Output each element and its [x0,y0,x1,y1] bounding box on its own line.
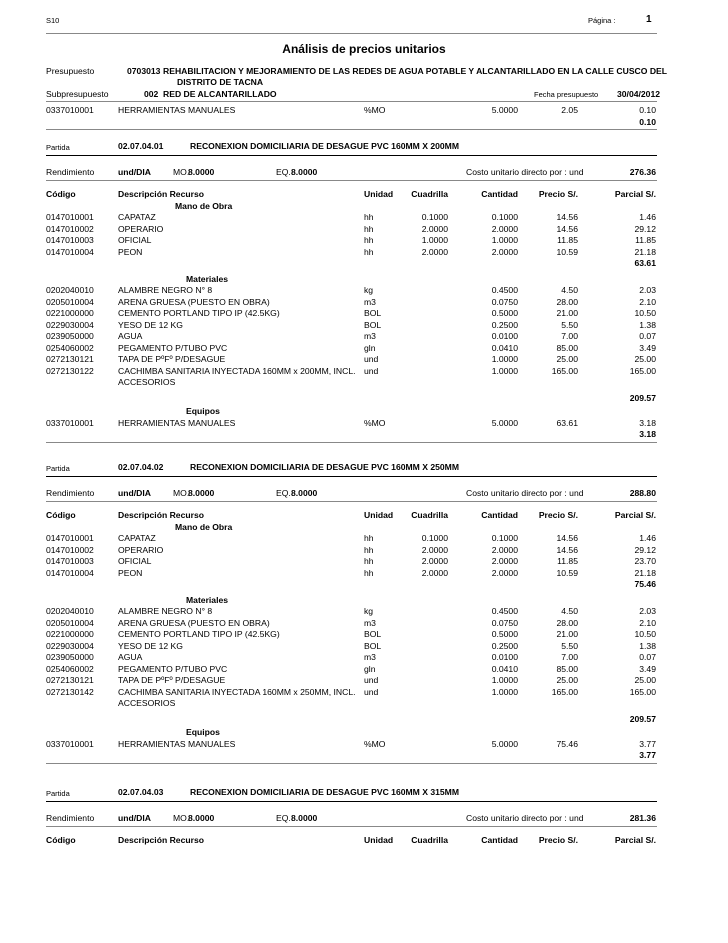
section-divider [46,442,657,443]
col-unidad: Unidad [364,835,394,845]
group-mano-obra: Mano de Obra [175,200,233,211]
resource-price: 14.56 [556,223,578,234]
resource-partial: 165.00 [629,365,656,376]
resource-price: 165.00 [551,365,578,376]
resource-unit: hh [364,533,374,543]
resource-unit: %MO [364,417,386,428]
col-descripcion: Descripción Recurso [118,189,204,199]
resource-partial: 2.03 [639,606,656,616]
partida-code: 02.07.04.01 [118,141,164,151]
resource-code: 0147010004 [46,567,94,578]
rendimiento-unit: und/DIA [118,167,151,177]
resource-unit: hh [364,223,374,234]
subpresupuesto-label: Subpresupuesto [46,89,109,99]
resource-partial: 10.50 [634,308,656,318]
partida-divider [46,155,657,156]
resource-desc: OFICIAL [118,556,152,566]
partida-label: Partida [46,143,70,152]
eq-label: EQ. [276,488,291,498]
mo-label: MO. [173,488,190,498]
resource-partial: 165.00 [629,686,656,697]
eq-label: EQ. [276,167,291,177]
resource-desc: OPERARIO [118,544,164,555]
resource-code: 0229030004 [46,319,94,330]
resource-unit: und [364,675,379,685]
resource-desc: CAPATAZ [118,533,156,543]
resource-code: 0147010004 [46,246,94,257]
resource-partial: 29.12 [634,223,656,234]
resource-partial: 3.18 [639,417,656,428]
resource-qty: 1.0000 [491,235,518,245]
resource-desc: AGUA [118,652,143,662]
resource-desc: TAPA DE PºFº P/DESAGUE [118,675,226,685]
resource-partial: 25.00 [634,675,656,685]
col-descripcion: Descripción Recurso [118,835,204,845]
resource-crew: 2.0000 [421,544,448,555]
col-precio: Precio S/. [538,835,578,845]
resource-desc: CEMENTO PORTLAND TIPO IP (42.5KG) [118,308,280,318]
resource-code: 0202040010 [46,606,94,616]
partida-divider [46,476,657,477]
resource-partial: 1.38 [639,640,656,651]
resource-code: 0147010001 [46,212,94,222]
resource-code: 0147010003 [46,556,94,566]
resource-crew: 2.0000 [421,223,448,234]
eq-label: EQ. [276,813,291,823]
rendimiento-label: Rendimiento [46,488,95,498]
col-parcial: Parcial S/. [614,835,656,845]
resource-code: 0221000000 [46,629,94,639]
subpresupuesto-code: 002 [144,89,159,99]
resource-unit: m3 [364,652,376,662]
group-mano-obra: Mano de Obra [175,521,233,532]
resource-crew: 2.0000 [421,556,448,566]
resource-partial: 1.46 [639,212,656,222]
resource-code: 0205010004 [46,617,94,628]
resource-crew: 0.1000 [421,533,448,543]
resource-qty: 0.0750 [491,296,518,307]
resource-unit: BOL [364,640,382,651]
resource-partial: 0.07 [639,331,656,341]
resource-price: 28.00 [556,296,578,307]
resource-unit: BOL [364,629,382,639]
resource-qty: 0.0750 [491,617,518,628]
resource-unit: hh [364,212,374,222]
resource-partial: 3.49 [639,342,656,353]
resource-price: 63.61 [556,417,578,428]
resource-code: 0229030004 [46,640,94,651]
carry-code: 0337010001 [46,105,94,115]
resource-unit: m3 [364,331,376,341]
resource-desc: ARENA GRUESA (PUESTO EN OBRA) [118,617,270,628]
resource-code: 0337010001 [46,738,94,749]
materials-total: 209.57 [629,392,656,403]
resource-qty: 2.0000 [491,223,518,234]
materials-total: 209.57 [629,713,656,724]
header-divider [46,33,657,34]
resource-desc: CEMENTO PORTLAND TIPO IP (42.5KG) [118,629,280,639]
resource-unit: gln [364,663,376,674]
resource-unit: hh [364,246,374,257]
resource-unit: hh [364,544,374,555]
resource-qty: 5.0000 [491,417,518,428]
resource-qty: 0.1000 [491,212,518,222]
carry-total: 0.10 [639,117,656,127]
col-codigo: Código [46,835,76,845]
resource-desc: AGUA [118,331,143,341]
costo-value: 276.36 [629,167,656,177]
resource-desc: ARENA GRUESA (PUESTO EN OBRA) [118,296,270,307]
resource-desc: CAPATAZ [118,212,156,222]
resource-unit: %MO [364,738,386,749]
resource-qty: 0.5000 [491,308,518,318]
partida-code: 02.07.04.03 [118,787,164,797]
resource-price: 21.00 [556,308,578,318]
col-cantidad: Cantidad [481,189,518,199]
presupuesto-desc-2: DISTRITO DE TACNA [177,77,264,87]
resource-unit: m3 [364,617,376,628]
resource-code: 0272130121 [46,354,94,364]
rendimiento-label: Rendimiento [46,167,95,177]
resource-partial: 2.10 [639,296,656,307]
group-equipos: Equipos [186,727,220,737]
resource-desc: CACHIMBA SANITARIA INYECTADA 160MM x 250MM, INCL. [118,686,356,697]
resource-unit: m3 [364,296,376,307]
resource-partial: 29.12 [634,544,656,555]
partida-desc: RECONEXION DOMICILIARIA DE DESAGUE PVC 160MM X 315MM [190,787,459,797]
resource-partial: 21.18 [634,567,656,578]
resource-qty: 0.5000 [491,629,518,639]
resource-unit: kg [364,285,374,295]
partida-desc: RECONEXION DOMICILIARIA DE DESAGUE PVC 160MM X 200MM [190,141,459,151]
partida-desc: RECONEXION DOMICILIARIA DE DESAGUE PVC 160MM X 250MM [190,462,459,472]
resource-qty: 1.0000 [491,354,518,364]
resource-price: 10.59 [556,567,578,578]
col-codigo: Código [46,189,76,199]
resource-price: 85.00 [556,663,578,674]
resource-crew: 1.0000 [421,235,448,245]
resource-partial: 25.00 [634,354,656,364]
resource-desc: PEGAMENTO P/TUBO PVC [118,663,228,674]
resource-partial: 1.46 [639,533,656,543]
resource-qty: 2.0000 [491,246,518,257]
resource-desc: CACHIMBA SANITARIA INYECTADA 160MM x 200MM, INCL. [118,365,356,376]
resource-code: 0272130122 [46,365,94,376]
report-code: S10 [46,16,60,25]
presupuesto-code: 0703013 [127,66,161,76]
carry-unit: %MO [364,105,386,115]
resource-price: 4.50 [561,606,578,616]
resource-crew: 2.0000 [421,246,448,257]
resource-price: 7.00 [561,331,578,341]
resource-desc: OPERARIO [118,223,164,234]
resource-desc: HERRAMIENTAS MANUALES [118,417,236,428]
labor-total: 75.46 [634,579,656,589]
subpresupuesto-desc: RED DE ALCANTARILLADO [163,89,277,99]
resource-price: 165.00 [551,686,578,697]
resource-price: 75.46 [556,738,578,749]
resource-qty: 0.0410 [491,342,518,353]
page-number: 1 [646,14,652,25]
group-materiales: Materiales [186,594,229,605]
group-equipos: Equipos [186,406,220,416]
resource-desc-continued: ACCESORIOS [118,698,176,708]
resource-price: 11.85 [557,556,578,566]
resource-qty: 5.0000 [491,738,518,749]
costo-value: 288.80 [629,488,656,498]
resource-qty: 0.0410 [491,663,518,674]
resource-price: 14.56 [556,533,578,543]
resource-code: 0254060002 [46,663,94,674]
col-unidad: Unidad [364,189,394,199]
col-cuadrilla: Cuadrilla [411,510,448,520]
rendimiento-label: Rendimiento [46,813,95,823]
resource-unit: BOL [364,308,382,318]
resource-code: 0272130142 [46,686,94,697]
resource-price: 5.50 [561,640,578,651]
fecha-label: Fecha presupuesto [534,90,599,99]
resource-price: 4.50 [561,285,578,295]
resource-desc: PEON [118,246,143,257]
partida-label: Partida [46,789,70,798]
col-cantidad: Cantidad [481,835,518,845]
resource-code: 0221000000 [46,308,94,318]
resource-partial: 3.77 [639,738,656,749]
resource-desc: ALAMBRE NEGRO N° 8 [118,606,213,616]
section-divider [46,763,657,764]
resource-price: 28.00 [556,617,578,628]
resource-code: 0205010004 [46,296,94,307]
resource-qty: 0.2500 [491,319,518,330]
resource-price: 25.00 [556,675,578,685]
resource-price: 10.59 [556,246,578,257]
resource-qty: 0.2500 [491,640,518,651]
resource-desc: OFICIAL [118,235,152,245]
resource-desc: ALAMBRE NEGRO N° 8 [118,285,213,295]
resource-qty: 0.0100 [491,331,518,341]
resource-price: 21.00 [556,629,578,639]
partida-label: Partida [46,464,70,473]
resource-code: 0147010002 [46,223,94,234]
resource-qty: 2.0000 [491,556,518,566]
resource-partial: 10.50 [634,629,656,639]
carry-partial: 0.10 [639,105,656,115]
resource-price: 5.50 [561,319,578,330]
resource-code: 0254060002 [46,342,94,353]
resource-qty: 0.0100 [491,652,518,662]
resource-code: 0239050000 [46,331,94,341]
resource-unit: BOL [364,319,382,330]
mo-value: 8.0000 [188,488,215,498]
carry-qty: 5.0000 [491,105,518,115]
mo-label: MO. [173,167,190,177]
presupuesto-label: Presupuesto [46,66,95,76]
group-materiales: Materiales [186,273,229,284]
header-divider-2 [46,101,657,102]
resource-desc: PEGAMENTO P/TUBO PVC [118,342,228,353]
resource-code: 0202040010 [46,285,94,295]
costo-label: Costo unitario directo por : und [466,167,584,177]
col-precio: Precio S/. [538,510,578,520]
resource-unit: kg [364,606,374,616]
col-codigo: Código [46,510,76,520]
equipment-total: 3.18 [639,429,656,439]
mo-value: 8.0000 [188,813,215,823]
fecha-value: 30/04/2012 [617,89,661,99]
resource-unit: gln [364,342,376,353]
col-descripcion: Descripción Recurso [118,510,204,520]
carry-price: 2.05 [561,105,578,115]
resource-code: 0272130121 [46,675,94,685]
resource-partial: 0.07 [639,652,656,662]
resource-qty: 0.1000 [491,533,518,543]
resource-qty: 0.4500 [491,606,518,616]
resource-code: 0147010001 [46,533,94,543]
resource-qty: 2.0000 [491,544,518,555]
resource-partial: 21.18 [634,246,656,257]
resource-partial: 2.03 [639,285,656,295]
mo-label: MO. [173,813,190,823]
col-unidad: Unidad [364,510,394,520]
eq-value: 8.0000 [291,813,318,823]
resource-qty: 1.0000 [491,365,518,376]
col-cuadrilla: Cuadrilla [411,189,448,199]
resource-price: 14.56 [556,544,578,555]
resource-qty: 0.4500 [491,285,518,295]
partida-code: 02.07.04.02 [118,462,164,472]
col-precio: Precio S/. [538,189,578,199]
partida-divider [46,801,657,802]
rendimiento-divider [46,501,657,502]
resource-desc: PEON [118,567,143,578]
resource-partial: 2.10 [639,617,656,628]
resource-desc: HERRAMIENTAS MANUALES [118,738,236,749]
resource-code: 0239050000 [46,652,94,662]
col-cuadrilla: Cuadrilla [411,835,448,845]
resource-unit: und [364,365,379,376]
page-title: Análisis de precios unitarios [282,42,446,56]
resource-code: 0337010001 [46,417,94,428]
resource-unit: hh [364,556,374,566]
eq-value: 8.0000 [291,167,318,177]
col-parcial: Parcial S/. [614,189,656,199]
resource-price: 85.00 [556,342,578,353]
presupuesto-desc: REHABILITACION Y MEJORAMIENTO DE LAS REDES DE AGUA POTABLE Y ALCANTARILLADO EN LA CALLE CUSCO DEL [163,66,668,76]
resource-qty: 1.0000 [491,675,518,685]
resource-desc-continued: ACCESORIOS [118,377,176,387]
section-divider [46,129,657,130]
resource-crew: 0.1000 [421,212,448,222]
col-parcial: Parcial S/. [614,510,656,520]
resource-partial: 23.70 [634,556,656,566]
costo-value: 281.36 [629,813,656,823]
resource-desc: TAPA DE PºFº P/DESAGUE [118,354,226,364]
resource-price: 25.00 [556,354,578,364]
resource-price: 11.85 [557,235,578,245]
carry-desc: HERRAMIENTAS MANUALES [118,105,236,115]
page-label: Página : [588,16,616,25]
rendimiento-unit: und/DIA [118,813,151,823]
eq-value: 8.0000 [291,488,318,498]
resource-unit: und [364,686,379,697]
resource-price: 14.56 [556,212,578,222]
col-cantidad: Cantidad [481,510,518,520]
labor-total: 63.61 [634,258,656,268]
costo-label: Costo unitario directo por : und [466,488,584,498]
rendimiento-divider [46,180,657,181]
resource-qty: 1.0000 [491,686,518,697]
resource-price: 7.00 [561,652,578,662]
resource-code: 0147010003 [46,235,94,245]
resource-partial: 3.49 [639,663,656,674]
rendimiento-divider [46,826,657,827]
mo-value: 8.0000 [188,167,215,177]
resource-unit: und [364,354,379,364]
resource-partial: 11.85 [635,235,656,245]
resource-unit: hh [364,567,374,578]
resource-unit: hh [364,235,374,245]
resource-partial: 1.38 [639,319,656,330]
costo-label: Costo unitario directo por : und [466,813,584,823]
equipment-total: 3.77 [639,750,656,760]
resource-desc: YESO DE 12 KG [118,319,183,330]
rendimiento-unit: und/DIA [118,488,151,498]
resource-desc: YESO DE 12 KG [118,640,183,651]
resource-code: 0147010002 [46,544,94,555]
resource-qty: 2.0000 [491,567,518,578]
resource-crew: 2.0000 [421,567,448,578]
